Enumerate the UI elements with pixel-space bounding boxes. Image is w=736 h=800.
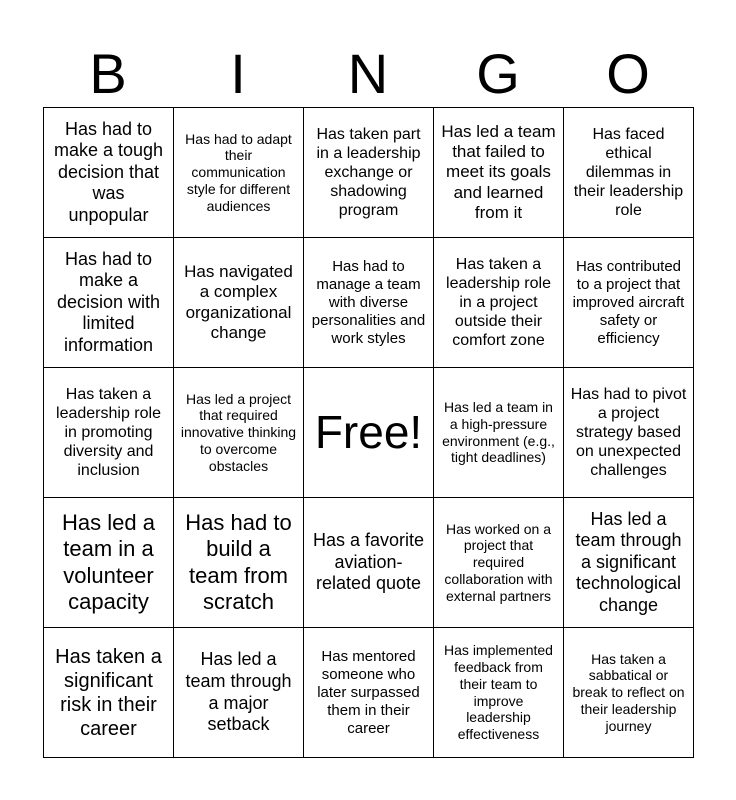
bingo-cell[interactable]: Has faced ethical dilemmas in their leadership role [564, 108, 694, 238]
bingo-cell[interactable]: Has had to make a decision with limited information [44, 238, 174, 368]
bingo-cell[interactable]: Has had to make a tough decision that was unpopular [44, 108, 174, 238]
bingo-cell[interactable]: Has implemented feedback from their team to improve leadership effectiveness [434, 628, 564, 758]
bingo-cell[interactable]: Has had to pivot a project strategy based on unexpected challenges [564, 368, 694, 498]
bingo-cell[interactable]: Has taken a leadership role in promoting diversity and inclusion [44, 368, 174, 498]
header-letter-n: N [347, 42, 389, 105]
bingo-cell[interactable]: Has taken part in a leadership exchange or shadowing program [304, 108, 434, 238]
bingo-cell[interactable]: Has led a project that required innovative thinking to overcome obstacles [174, 368, 304, 498]
bingo-cell[interactable]: Has a favorite aviation-related quote [304, 498, 434, 628]
header-letter-b: B [89, 42, 127, 105]
bingo-cell[interactable]: Has navigated a complex organizational change [174, 238, 304, 368]
grid-row [44, 368, 694, 498]
grid-row [44, 498, 694, 628]
grid-row [44, 108, 694, 238]
header-letter-o: O [606, 42, 650, 105]
header-letter-g: G [476, 42, 520, 105]
bingo-cell[interactable]: Has had to build a team from scratch [174, 498, 304, 628]
bingo-cell[interactable]: Has worked on a project that required collaboration with external partners [434, 498, 564, 628]
free-space-cell[interactable]: Free! [304, 368, 434, 498]
bingo-cell[interactable]: Has had to adapt their communication style for different audiences [174, 108, 304, 238]
grid-row [44, 628, 694, 758]
bingo-grid [43, 107, 694, 758]
bingo-cell[interactable]: Has had to manage a team with diverse personalities and work styles [304, 238, 434, 368]
bingo-cell[interactable]: Has led a team in a volunteer capacity [44, 498, 174, 628]
bingo-header [43, 40, 693, 108]
bingo-cell[interactable]: Has mentored someone who later surpassed them in their career [304, 628, 434, 758]
grid-row [44, 238, 694, 368]
bingo-cell[interactable]: Has led a team through a significant technological change [564, 498, 694, 628]
bingo-cell[interactable]: Has taken a sabbatical or break to reflect on their leadership journey [564, 628, 694, 758]
bingo-cell[interactable]: Has taken a leadership role in a project outside their comfort zone [434, 238, 564, 368]
bingo-cell[interactable]: Has taken a significant risk in their career [44, 628, 174, 758]
bingo-cell[interactable]: Has contributed to a project that improved aircraft safety or efficiency [564, 238, 694, 368]
header-letter-i: I [230, 42, 246, 105]
bingo-cell[interactable]: Has led a team that failed to meet its goals and learned from it [434, 108, 564, 238]
bingo-cell[interactable]: Has led a team in a high-pressure environment (e.g., tight deadlines) [434, 368, 564, 498]
bingo-cell[interactable]: Has led a team through a major setback [174, 628, 304, 758]
